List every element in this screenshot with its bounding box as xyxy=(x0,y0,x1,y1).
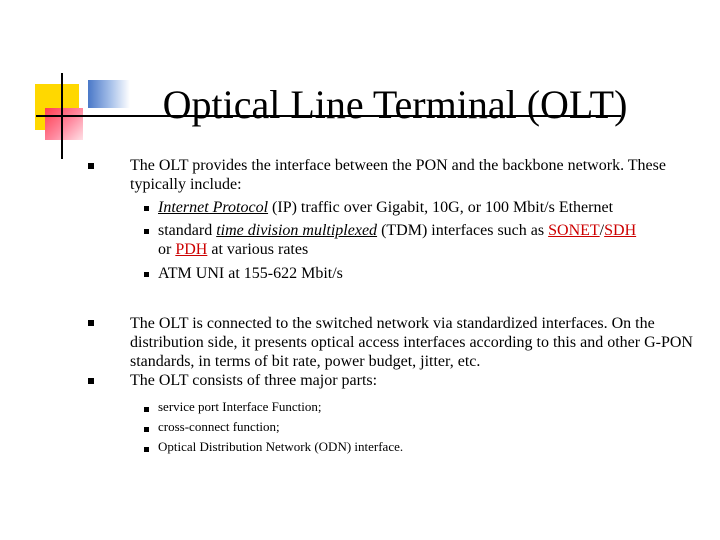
decor-red-square xyxy=(45,108,83,140)
sub-bullet-marker xyxy=(144,206,149,211)
sub-bullet-marker xyxy=(144,447,149,452)
sub-bullet-marker xyxy=(144,229,149,234)
bullet-1-sub-2 xyxy=(158,221,718,259)
bullet-1-sub-1 xyxy=(158,198,718,217)
sub-1-rest: (IP) traffic over Gigabit, 10G, or 100 Mbit/s Ethernet xyxy=(268,199,614,216)
sub-bullet-marker xyxy=(144,427,149,432)
bullet-3-item-1: service port Interface Function; xyxy=(158,399,322,414)
sub-2-mid: (TDM) interfaces such as xyxy=(377,222,549,239)
bullet-marker xyxy=(88,163,94,169)
sub-2-slash: / xyxy=(599,222,605,239)
tdm-link[interactable]: time division multiplexed xyxy=(216,222,378,239)
decor-blue-rectangle xyxy=(88,80,130,108)
slide-title: Optical Line Terminal (OLT) xyxy=(162,82,628,127)
internet-protocol-link[interactable]: Internet Protocol xyxy=(158,199,269,216)
bullet-3-item-2: cross-connect function; xyxy=(158,419,280,434)
bullet-3-item-3: Optical Distribution Network (ODN) interface. xyxy=(158,439,404,454)
pdh-link[interactable]: PDH xyxy=(175,241,208,258)
sub-2-pre: standard xyxy=(158,222,217,239)
bullet-3-text: The OLT consists of three major parts: xyxy=(130,372,378,389)
sonet-link[interactable]: SONET xyxy=(548,222,600,239)
bullet-marker xyxy=(88,320,94,326)
bullet-1-sub-3: ATM UNI at 155-622 Mbit/s xyxy=(158,265,343,282)
bullet-marker xyxy=(88,378,94,384)
sub-bullet-marker xyxy=(144,272,149,277)
sub-2-line2-pre: or xyxy=(158,241,176,258)
bullet-2-text: The OLT is connected to the switched network via standardized interfaces. On the distribution side, it presents optical access interfaces according to this and other G-PON standards, in terms of bit rate, power budget, jitter, etc. xyxy=(130,315,693,370)
bullet-1-text: The OLT provides the interface between the PON and the backbone network. These typically include: xyxy=(130,157,666,193)
sub-bullet-marker xyxy=(144,407,149,412)
sub-2-line2-rest: at various rates xyxy=(207,241,309,258)
sdh-link[interactable]: SDH xyxy=(604,222,637,239)
